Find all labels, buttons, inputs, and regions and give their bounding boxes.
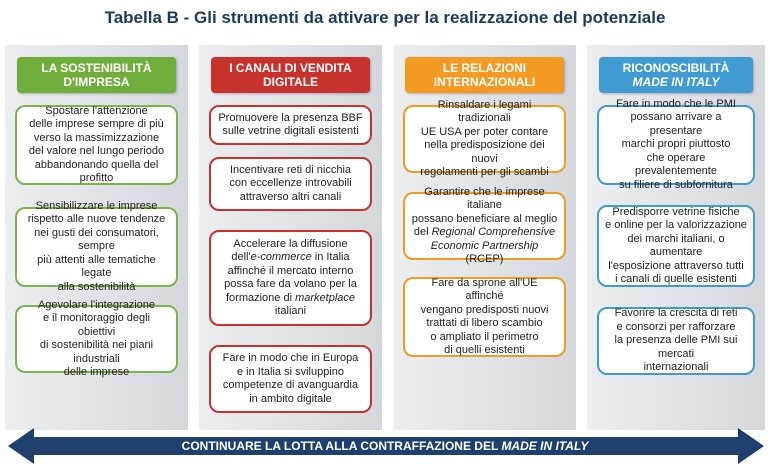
- box-line: [224, 251, 357, 265]
- box-line: Fare in modo che le PMI: [616, 97, 736, 110]
- header-line-1: I CANALI DI VENDITA: [229, 61, 352, 75]
- box-line: nella predisposizione dei nuovi: [424, 139, 545, 165]
- strategy-box: [597, 97, 755, 191]
- header-line-2: MADE IN ITALY: [632, 75, 720, 89]
- box-line: su filiere di subfornitura: [619, 178, 733, 191]
- strategy-box: [403, 98, 566, 178]
- box-line: Agevolare l'integrazione: [37, 298, 156, 311]
- box-line: sulle vetrine digitali esistenti: [222, 125, 359, 137]
- box-line: internazionali: [643, 361, 709, 374]
- box-line: Fare da sprone all'UE affinché: [431, 276, 538, 302]
- box-line: alla sostenibilità: [57, 280, 136, 293]
- strategy-box: [597, 307, 755, 375]
- column-riconoscibilita: [587, 45, 765, 430]
- box-line: possano beneficiare al meglio: [411, 212, 558, 225]
- box-line: e online per la valorizzazione: [605, 219, 747, 231]
- box-line: regolamenti per gli scambi: [420, 166, 549, 178]
- box-line: con eccellenze introvabili: [229, 177, 352, 190]
- box-line: vengano predisposti nuovi: [420, 303, 549, 316]
- strategy-box: [209, 230, 372, 326]
- column-header: [17, 57, 176, 93]
- box-line: i canali di quelle esistenti: [615, 273, 737, 285]
- box-line: Promuovere la presenza BBF: [218, 111, 363, 124]
- box-line: del Regional Comprehensive: [413, 226, 556, 238]
- strategy-box: [15, 298, 178, 378]
- box-line: Predisporre vetrine fisiche: [612, 205, 740, 218]
- footer-arrow-label: [40, 438, 730, 454]
- box-line: abbandonando quella del profitto: [34, 158, 159, 184]
- box-line: Economic Partnership (RCEP): [430, 239, 539, 265]
- box-line: dei marchi italiani, o aumentare: [627, 232, 725, 258]
- header-line-1: LE RELAZIONI: [442, 61, 527, 75]
- box-line: delle imprese: [63, 366, 130, 378]
- column-sostenibilita: [5, 45, 188, 430]
- box-line: di sostenibilità nei piani industriali: [39, 339, 154, 365]
- header-line-2: D'IMPRESA: [63, 75, 130, 89]
- box-line: marchi propri piuttosto: [621, 138, 731, 151]
- box-line: Garantire che le imprese italiane: [424, 185, 545, 211]
- box-line: rispetto alle nuove tendenze: [27, 213, 166, 226]
- box-line: Rinsaldare i legami tradizionali: [437, 98, 532, 124]
- box-line: verso la massimizzazione: [33, 131, 160, 144]
- box-line: Favorire la crescita di reti: [614, 307, 738, 320]
- box-line: Sensibilizzare le imprese: [35, 199, 158, 212]
- box-line: Accelerare la diffusione: [233, 237, 348, 250]
- box-line: del valore nel lungo periodo: [28, 145, 165, 157]
- box-line: delle imprese sempre di più: [29, 118, 164, 130]
- strategy-box: [209, 105, 372, 145]
- header-line-1: RICONOSCIBILITÀ: [622, 61, 730, 75]
- box-line: e in Italia si sviluppino: [236, 365, 344, 378]
- box-line: e consorzi per rafforzare: [616, 320, 736, 333]
- box-line: competenze di avanguardia: [222, 379, 359, 391]
- column-header: [599, 57, 753, 93]
- box-line: più attenti alle tematiche legate: [37, 253, 156, 280]
- box-line: che operare prevalentemente: [635, 151, 717, 178]
- strategy-box: [597, 205, 755, 287]
- strategy-box: [209, 345, 372, 413]
- strategy-box: [403, 277, 566, 357]
- column-header: [405, 57, 564, 93]
- strategy-box: [403, 185, 566, 265]
- box-line: possa fare da volano per la: [224, 278, 357, 290]
- box-line: trattati di libero scambio: [426, 317, 543, 329]
- header-line-2: DIGITALE: [262, 75, 319, 89]
- column-relazioni-internazionali: [393, 45, 576, 430]
- footer-text-italic: MADE IN ITALY: [501, 439, 589, 453]
- box-line: UE USA per poter contare: [420, 125, 549, 138]
- column-header: [211, 57, 370, 93]
- box-line: formazione di marketplace: [225, 291, 355, 304]
- box-line: italiani: [274, 305, 307, 317]
- box-line: possano arrivare a presentare: [630, 111, 722, 137]
- box-line: o ampliato il perimetro: [430, 330, 539, 343]
- strategy-box: [15, 199, 178, 293]
- box-line: Spostare l'attenzione: [45, 104, 148, 117]
- box-line: attraverso altri canali: [239, 190, 342, 203]
- box-line: la presenza delle PMI sui mercati: [614, 334, 738, 360]
- column-canali-digitali: [199, 45, 382, 430]
- box-line: affinché il mercato interno: [227, 264, 354, 277]
- box-line: di quelli esistenti: [444, 344, 525, 356]
- box-line: l'esposizione attraverso tutti: [608, 259, 744, 272]
- box-line: Fare in modo che in Europa: [222, 352, 359, 364]
- box-line: nei gusti dei consumatori, sempre: [34, 226, 159, 253]
- strategy-box: [15, 105, 178, 185]
- header-line-1: LA SOSTENIBILITÀ: [41, 61, 152, 75]
- strategy-box: [209, 157, 372, 211]
- footer-text: CONTINUARE LA LOTTA ALLA CONTRAFFAZIONE DEL: [181, 439, 502, 453]
- box-line: e il monitoraggio degli obiettivi: [42, 312, 150, 338]
- page-title: Tabella B - Gli strumenti da attivare per la realizzazione del potenziale: [104, 8, 666, 27]
- header-line-2: INTERNAZIONALI: [433, 75, 536, 89]
- ecommerce-text: dell'e-commerce in Italia: [231, 251, 350, 263]
- box-line: in ambito digitale: [249, 392, 332, 405]
- box-line: Incentivare reti di nicchia: [229, 163, 352, 176]
